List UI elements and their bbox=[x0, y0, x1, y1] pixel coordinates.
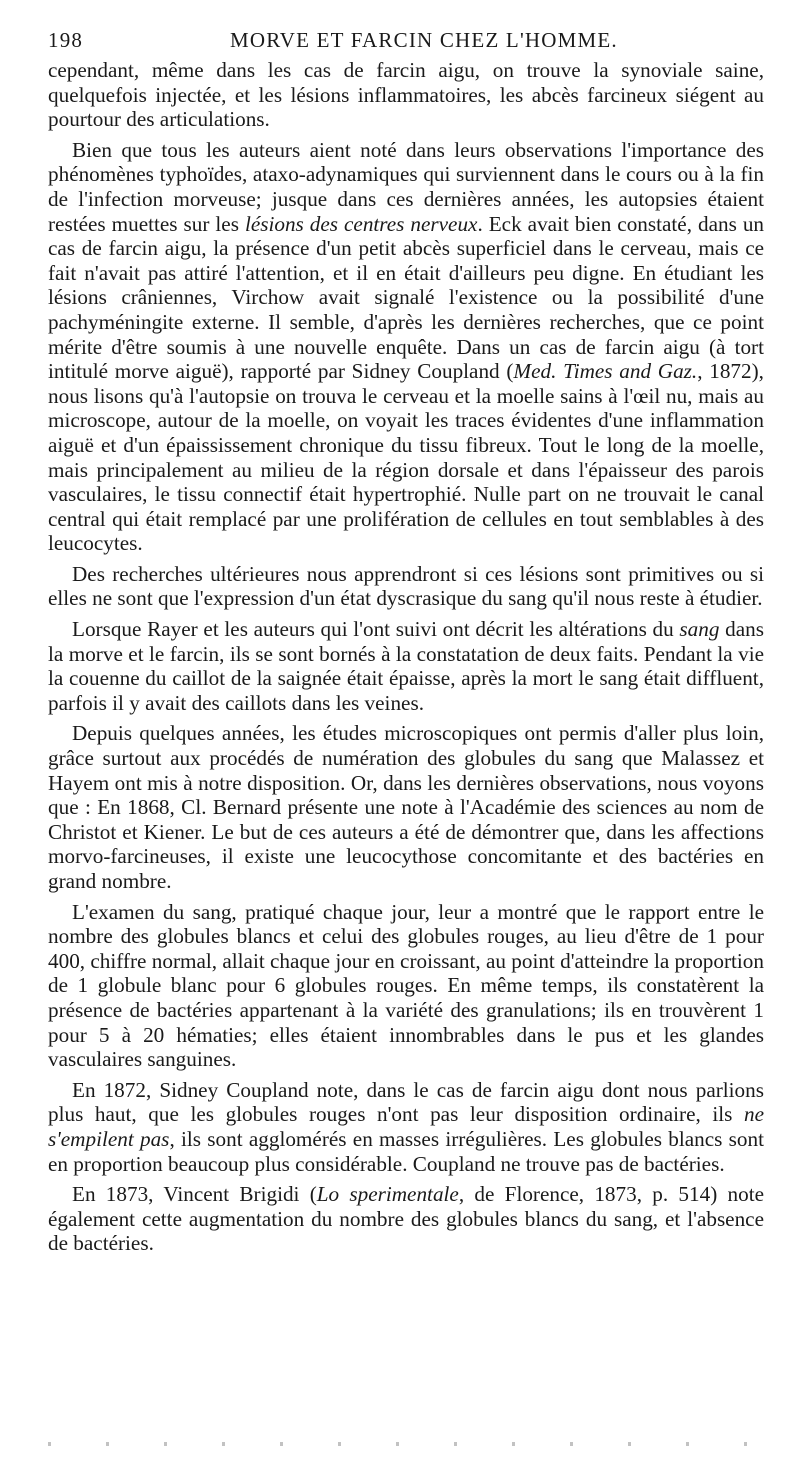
text-segment: En 1872, Sidney Coupland note, dans le cas de farcin aigu dont nous parlions plus haut, que les globules rouges n'ont pas leur disposition ordinaire, ils bbox=[48, 1077, 764, 1127]
text-segment: Des recherches ultérieures nous apprendront si ces lésions sont primitives ou si elles ne sont que l'expression d'un état dyscrasique du sang qu'il nous reste à étudier. bbox=[48, 561, 764, 611]
paragraph-2 bbox=[48, 138, 764, 556]
footer-scan-marks bbox=[48, 1442, 764, 1446]
text-segment: cependant, même dans les cas de farcin aigu, on trouve la synoviale saine, quelquefois injectée, et les lésions inflammatoires, les abcès farcineux siégent au pourtour des articulations. bbox=[48, 58, 764, 132]
running-head bbox=[48, 28, 764, 58]
text-segment: , 1872), nous lisons qu'à l'autopsie on trouva le cerveau et la moelle sains à l'œil nu, mais au microscope, autour de la moelle, on voyait les traces évidentes d'une inflammation aiguë et d'un épaississement chronique du tissu fibreux. Tout le long de la moelle, mais principalement au milieu de la région dorsale et dans l'épaisseur des parois vasculaires, le tissu connectif était hypertrophié. Nulle part on ne trouvait le canal central qui était remplacé par une prolifération de cellules en tout semblables à des leucocytes. bbox=[48, 359, 764, 556]
body-text bbox=[48, 58, 764, 1256]
paragraph-8 bbox=[48, 1182, 764, 1256]
document-page bbox=[48, 28, 764, 1262]
text-segment: Lorsque Rayer et les auteurs qui l'ont suivi ont décrit les altérations du bbox=[72, 617, 680, 642]
italic-segment: Lo sperimentale bbox=[316, 1182, 459, 1207]
paragraph-4 bbox=[48, 617, 764, 715]
text-segment: , ils sont agglomérés en masses irrégulières. Les globules blancs sont en proportion beaucoup plus considérable. Coupland ne trouve pas de bactéries. bbox=[48, 1126, 764, 1176]
text-segment: Bien que tous les auteurs aient noté dans leurs observations l'importance des phénomènes typhoïdes, ataxo-adynamiques qui surviennent dans le cours ou à la fin de l'infection morveuse; jusque dans ces dernières années, les autopsies étaient restées muettes sur les bbox=[48, 137, 764, 236]
italic-segment: Med. Times and Gaz. bbox=[513, 359, 698, 384]
text-segment: dans la morve et le farcin, ils se sont bornés à la constatation de deux faits. Pendant la vie la couenne du caillot de la saignée était épaisse, après la mort le sang était diffluent, parfois il y avait des caillots dans les veines. bbox=[48, 617, 764, 715]
page-number: 198 bbox=[48, 28, 84, 52]
paragraph-1 bbox=[48, 58, 764, 132]
text-segment: , de Florence, 1873, p. 514) note également cette augmentation du nombre des globules blancs du sang, et l'absence de bactéries. bbox=[48, 1182, 764, 1256]
text-segment: . Eck avait bien constaté, dans un cas de farcin aigu, la présence d'un petit abcès superficiel dans le cerveau, mais ce fait n'avait pas attiré l'attention, et il en était d'ailleurs peu digne. En étudiant les lésions crâniennes, Virchow avait signalé l'existence ou la possibilité d'une pachyméningite externe. Il semble, d'après les dernières recherches, que ce point mérite d'être soumis à une nouvelle enquête. Dans un cas de farcin aigu (à tort intitulé morve aiguë), rapporté par Sidney Coupland ( bbox=[48, 211, 765, 384]
text-segment: Depuis quelques années, les études microscopiques ont permis d'aller plus loin, grâce surtout aux procédés de numération des globules du sang que Malassez et Hayem ont mis à notre disposition. Or, dans les dernières observations, nous voyons que : En 1868, Cl. Bernard présente une note à l'Académie des sciences au nom de Christot et Kiener. Le but de ces auteurs a été de démontrer que, dans les affections morvo-farcineuses, il existe une leucocythose concomitante et des bactéries en grand nombre. bbox=[48, 721, 764, 893]
paragraph-6 bbox=[48, 900, 764, 1072]
italic-segment: lésions des centres nerveux bbox=[244, 211, 478, 236]
text-segment: En 1873, Vincent Brigidi ( bbox=[72, 1182, 317, 1207]
italic-segment: ne s'empilent pas bbox=[48, 1102, 764, 1151]
running-title: MORVE ET FARCIN CHEZ L'HOMME. bbox=[230, 28, 618, 52]
paragraph-7 bbox=[48, 1078, 764, 1176]
italic-segment: sang bbox=[679, 617, 720, 642]
text-segment: L'examen du sang, pratiqué chaque jour, leur a montré que le rapport entre le nombre des globules blancs et celui des globules rouges, au lieu d'être de 1 pour 400, chiffre normal, allait chaque jour en croissant, au point d'atteindre la proportion de 1 globule blanc pour 6 globules rouges. En même temps, ils constatèrent la présence de bactéries appartenant à la variété des granulations; ils en trouvèrent 1 pour 5 à 20 hématies; elles étaient innombrables dans le pus et les glandes vasculaires sanguines. bbox=[48, 899, 764, 1072]
paragraph-5 bbox=[48, 721, 764, 893]
paragraph-3 bbox=[48, 562, 764, 611]
